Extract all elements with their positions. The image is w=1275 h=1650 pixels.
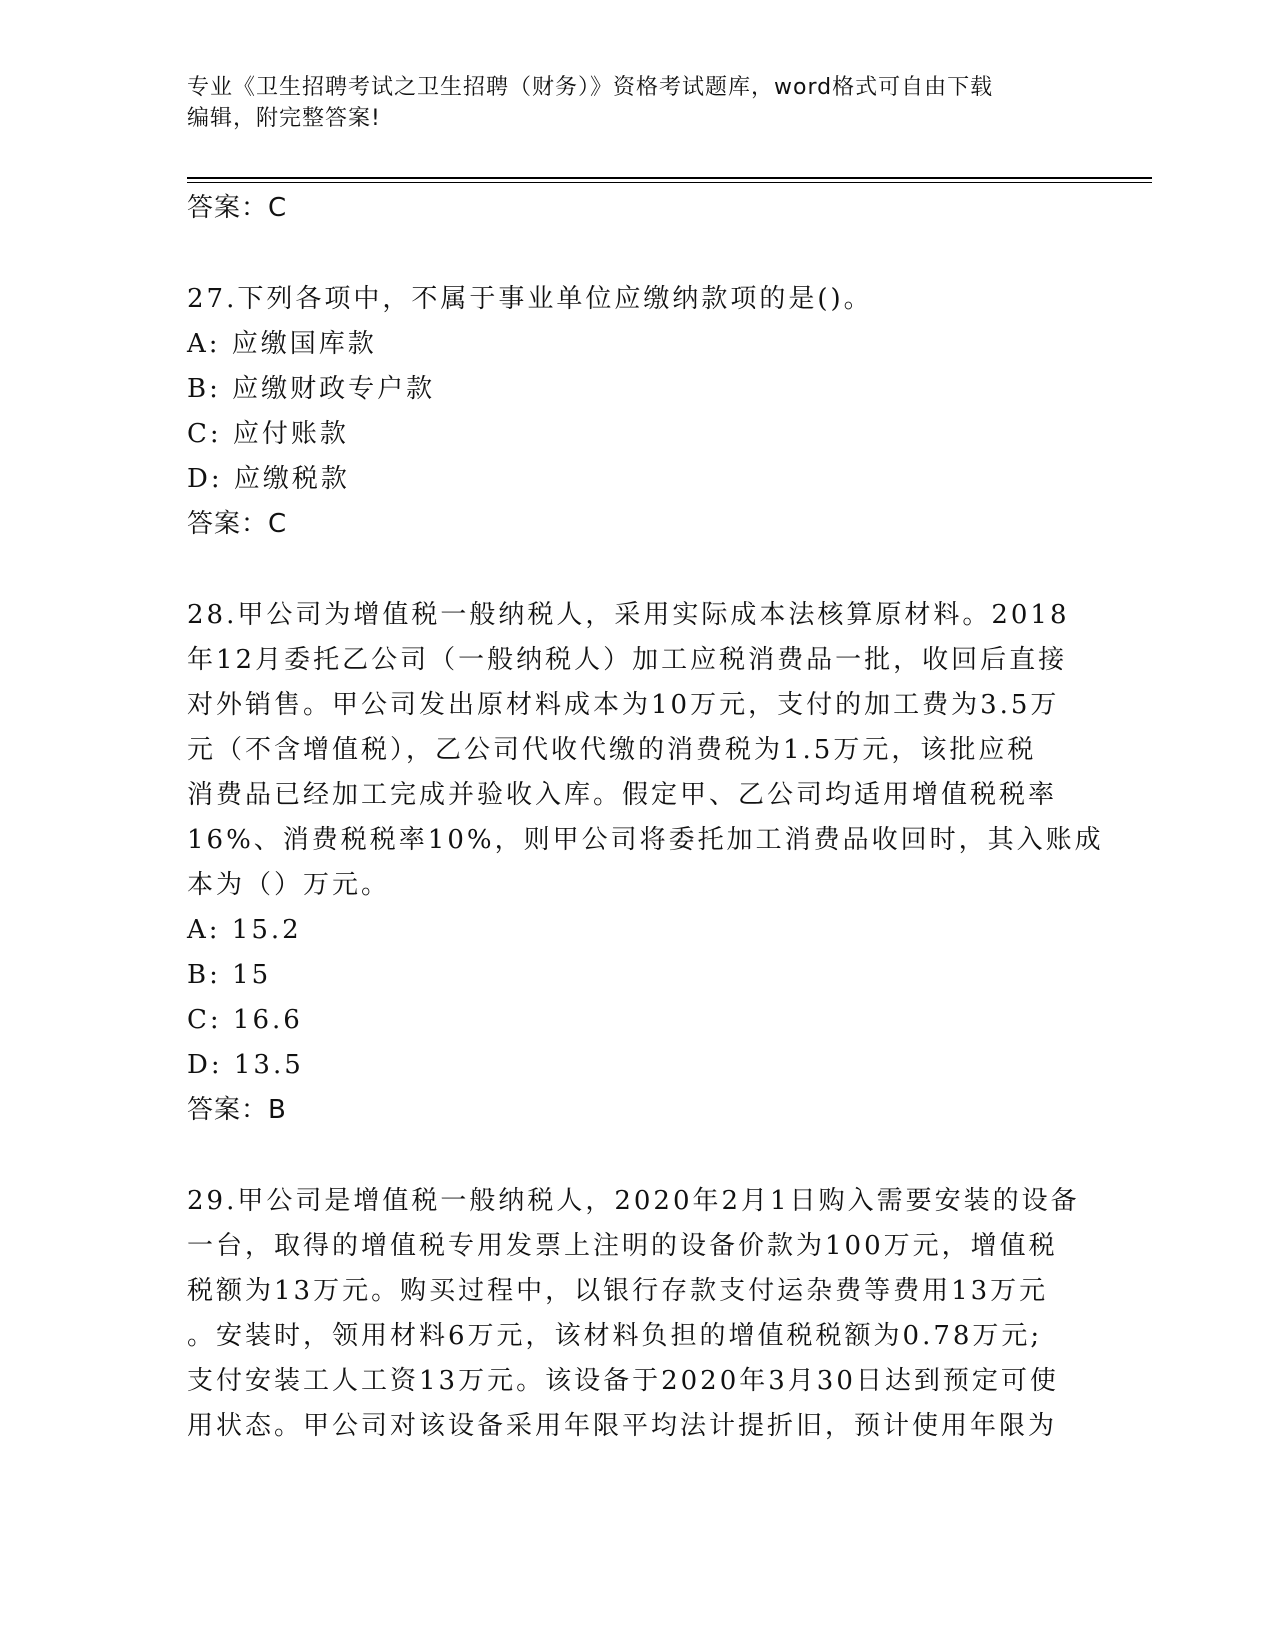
- header-divider-thick: [187, 177, 1152, 179]
- stem-line: 元（不含增值税），乙公司代收代缴的消费税为1.5万元，该批应税: [187, 735, 1037, 765]
- option-a: A: 15.2: [187, 915, 302, 945]
- stem-line: 税额为13万元。购买过程中，以银行存款支付运杂费等费用13万元: [187, 1276, 1049, 1306]
- stem-line: 29.甲公司是增值税一般纳税人，2020年2月1日购入需要安装的设备: [187, 1186, 1080, 1216]
- answer: 答案：B: [187, 1095, 287, 1125]
- option-a: A: 应缴国库款: [187, 329, 377, 359]
- option-b: B: 15: [187, 960, 272, 990]
- question-stem: 27.下列各项中，不属于事业单位应缴纳款项的是()。: [187, 284, 873, 314]
- question-28: [187, 593, 1104, 1133]
- option-d: D: 13.5: [187, 1050, 304, 1080]
- header-divider-thin: [187, 182, 1152, 183]
- question-stem: [187, 593, 1104, 908]
- stem-line: 本为（）万元。: [187, 870, 391, 900]
- option-c: C: 16.6: [187, 1005, 303, 1035]
- header-line-1: 专业《卫生招聘考试之卫生招聘（财务）》资格考试题库，word格式可自由下载: [187, 75, 994, 100]
- stem-line: 年12月委托乙公司（一般纳税人）加工应税消费品一批，收回后直接: [187, 645, 1068, 675]
- spacer: [187, 231, 1087, 277]
- option-d: D: 应缴税款: [187, 464, 350, 494]
- option-b: B: 应缴财政专户款: [187, 374, 436, 404]
- stem-line: 。安装时，领用材料6万元，该材料负担的增值税税额为0.78万元;: [187, 1321, 1043, 1351]
- option-c: C: 应付账款: [187, 419, 349, 449]
- stem-line: 用状态。甲公司对该设备采用年限平均法计提折旧，预计使用年限为: [187, 1411, 1058, 1441]
- answer: 答案：C: [187, 509, 288, 539]
- question-27: [187, 277, 1087, 547]
- header-line-2: 编辑，附完整答案!: [187, 106, 381, 131]
- spacer: [187, 547, 1087, 593]
- previous-answer: 答案：C: [187, 193, 288, 223]
- stem-line: 16%、消费税税率10%，则甲公司将委托加工消费品收回时，其入账成: [187, 825, 1104, 855]
- stem-line: 对外销售。甲公司发出原材料成本为10万元，支付的加工费为3.5万: [187, 690, 1060, 720]
- spacer: [187, 1133, 1087, 1179]
- stem-line: 一台，取得的增值税专用发票上注明的设备价款为100万元，增值税: [187, 1231, 1058, 1261]
- stem-line: 消费品已经加工完成并验收入库。假定甲、乙公司均适用增值税税率: [187, 780, 1058, 810]
- question-stem: [187, 1179, 1087, 1449]
- stem-line: 支付安装工人工资13万元。该设备于2020年3月30日达到预定可使: [187, 1366, 1059, 1396]
- question-29: [187, 1179, 1087, 1449]
- stem-line: 28.甲公司为增值税一般纳税人，采用实际成本法核算原材料。2018: [187, 600, 1070, 630]
- question-content: [187, 186, 1104, 1449]
- page-header: [187, 72, 1067, 134]
